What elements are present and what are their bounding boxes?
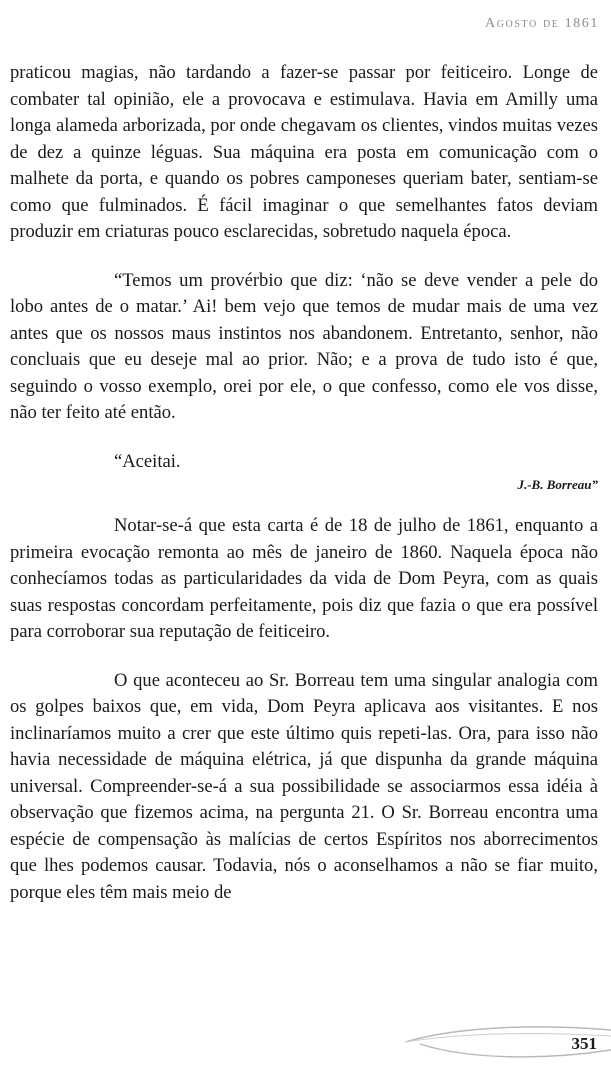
paragraph-4: Notar-se-á que esta carta é de 18 de julho de 1861, enquanto a primeira evocação remonta ao mês de janeiro de 1860. Naquela época não conhecíamos todas as particularidades da vida de Dom Peyra, com as quais suas respostas concordam perfeitamente, pois diz que fazia o que era possível para corroborar sua reputação de feiticeiro. bbox=[10, 515, 598, 642]
paragraph-3: “Aceitai. bbox=[114, 450, 181, 472]
paragraph-1: praticou magias, não tardando a fazer-se passar por feiticeiro. Longe de combater tal opinião, ele a provocava e estimulava. Havia em Amilly uma longa alameda arborizada, por onde chegavam os clientes, vindos muitas vezes de dez a quinze léguas. Sua máquina era posta em comunicação com o malhete da porta, e quando os pobres camponeses queriam bater, sentiam-se como que fulminados. É fácil imaginar o que semelhantes fatos deviam produzir em criaturas pouco esclarecidas, sobretudo naquela época. bbox=[10, 62, 598, 242]
running-header: Agosto de 1861 bbox=[485, 16, 599, 31]
footer-swoosh-ornament bbox=[0, 1020, 611, 1065]
paragraph-5: O que aconteceu ao Sr. Borreau tem uma singular analogia com os golpes baixos que, em vida, Dom Peyra aplicava aos visitantes. E nos inclinaríamos muito a crer que este último quis repeti-las. Ora, para isso não havia necessidade de máquina elétrica, já que dispunha da grande máquina universal. Compreender-se-á a sua possibilidade se associarmos essa idéia à observação que fizemos acima, na pergunta 21. O Sr. Borreau encontra uma espécie de compensação às malícias de certos Espíritos nos aborrecimentos que lhes podemos causar. Todavia, nós o aconselhamos a não se fiar muito, porque eles têm mais meio de bbox=[10, 669, 598, 903]
signature: J.-B. Borreau” bbox=[517, 477, 598, 492]
page-footer bbox=[0, 1020, 611, 1065]
paragraph-2: “Temos um provérbio que diz: ‘não se deve vender a pele do lobo antes de o matar.’ Ai! bem vejo que temos de mudar mais de uma vez antes que os nossos maus instintos nos abandonem. Entretanto, senhor, não concluais que eu deseje mal ao prior. Não; e a prova de tudo isto é que, seguindo o vosso exemplo, orei por ele, o que confesso, como ele vos disse, não ter feito até então. bbox=[10, 269, 598, 423]
page-number: 351 bbox=[571, 1034, 597, 1053]
page-body bbox=[10, 60, 598, 906]
